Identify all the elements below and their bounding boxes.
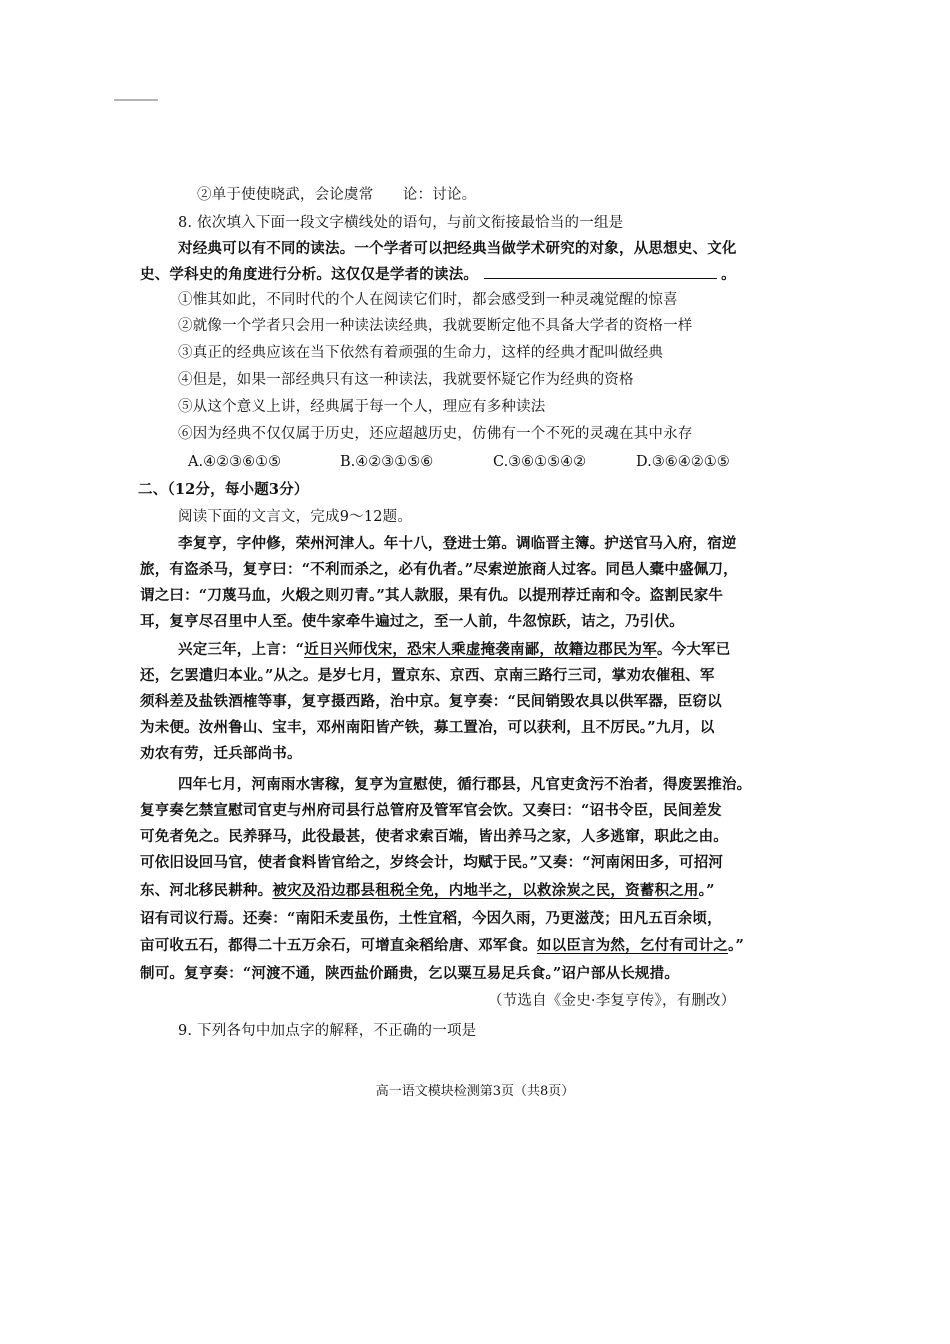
section-2-heading: 二、（12分，每小题3分） [138, 481, 309, 498]
q8-item-2: ②就像一个学者只会用一种读法读经典，我就要断定他不具备大学者的资格一样 [178, 318, 693, 334]
q8-passage-line-2: 史、学科史的角度进行分析。这仅仅是学者的读法。 。 [140, 266, 736, 283]
underlined-sentence-1: 近日兴师伐宋，恐宋人乘虚掩袭南鄙，故籍边郡民为军 [304, 641, 657, 658]
option-b: B.④②③①⑤⑥ [340, 454, 434, 470]
underlined-sentence-3: 如以臣言为然，乞付有司计之 [536, 937, 729, 954]
section-2-instruction: 阅读下面的文言文，完成9～12题。 [178, 509, 413, 525]
q8-item-5: ⑤从这个意义上讲，经典属于每一个人，理应有多种读法 [178, 399, 546, 415]
q8-passage-line-1: 对经典可以有不同的读法。一个学者可以把经典当做学术研究的对象，从思想史、文化 [178, 240, 737, 257]
q7-item-2: ②单于使使晓武，会论虞常 论：讨论。 [197, 187, 477, 203]
passage-p2-line-5: 劝农有劳，迁兵部尚书。 [140, 745, 302, 762]
passage-p1-line-3: 谓之曰：“刀蔑马血，火煅之则刃青。”其人款服，果有仇。以提刑荐迁南和令。盗割民家牛 [140, 587, 724, 604]
underlined-sentence-2: 被灾及沿边郡县租税全免，内地半之，以救涂炭之民，资蓄积之用 [272, 882, 699, 899]
q8-item-3: ③真正的经典应该在当下依然有着顽强的生命力，这样的经典才配叫做经典 [178, 345, 664, 361]
q8-item-4: ④但是，如果一部经典只有这一种读法，我就要怀疑它作为经典的资格 [178, 372, 634, 388]
passage-p3-line-6: 诏有司议行焉。还奏：“南阳禾麦虽伤，土性宜稻，今因久雨，乃更滋茂；田凡五百余顷， [140, 910, 722, 927]
option-c: C.③⑥①⑤④② [493, 454, 587, 470]
passage-p1-line-4: 耳，复亨尽召里中人至。使牛家牵牛遍过之，至一人前，牛忽惊跃，诘之，乃引伏。 [140, 613, 684, 630]
passage-p3-line-8: 制可。复亨奏：“河渡不通，陕西盐价踊贵，乞以粟互易足兵食。”诏户部从长规措。 [140, 965, 680, 982]
passage-p3-line-3: 可免者免之。民养驿马，此役最甚，使者求索百端，皆出养马之家，人多逃窜，职此之由。 [140, 828, 728, 845]
passage-p3-line-2: 复亨奏乞禁宣慰司官吏与州府司县行总管府及管军官会饮。又奏曰：“诏书令臣，民间差发 [140, 802, 722, 819]
passage-p2-line-3: 须科差及盐铁酒榷等事，复亨摄西路，治中京。复亨奏：“民间销毁农具以供军器，臣窃以 [140, 693, 722, 710]
passage-p1-line-2: 旅，有盗杀马，复亨曰：“不利而杀之，必有仇者。”尽索逆旅商人过客。同邑人橐中盛佩刀， [140, 561, 738, 578]
fill-in-blank [484, 264, 717, 279]
q8-item-6: ⑥因为经典不仅仅属于历史，还应超越历史，仿佛有一个不死的灵魂在其中永存 [178, 426, 693, 442]
passage-p3-line-1: 四年七月，河南雨水害稼，复亨为宣慰使，循行郡县，凡官吏贪污不治者，得废罢推治。 [178, 776, 752, 793]
passage-p2-line-2: 还，乞罢遣归本业。”从之。是岁七月，置京东、京西、京南三路行三司，掌劝农催租、军 [140, 667, 715, 684]
q8-stem: 8. 依次填入下面一段文字横线处的语句，与前文衔接最恰当的一组是 [178, 215, 624, 231]
passage-p2-line-4: 为未便。汝州鲁山、宝丰，邓州南阳皆产铁，募工置冶，可以获利，且不厉民。”九月，以 [140, 719, 715, 736]
q8-item-1: ①惟其如此，不同时代的个人在阅读它们时，都会感受到一种灵魂觉醒的惊喜 [178, 292, 678, 308]
passage-p3-line-4: 可依旧设回马官，使者食料皆官给之，岁终会计，均赋于民。”又奏：“河南闲田多，可招河 [140, 854, 724, 871]
page-footer: 高一语文模块检测第3页（共8页） [375, 1084, 575, 1099]
passage-p3-line-5: 东、河北移民耕种。被灾及沿边郡县租税全免，内地半之，以救涂炭之民，资蓄积之用。” [140, 882, 715, 899]
option-a: A.④②③⑥①⑤ [188, 454, 282, 470]
option-d: D.③⑥④②①⑤ [636, 454, 730, 470]
passage-p3-line-7: 亩可收五石，都得二十五万余石，可增直籴稻给唐、邓军食。如以臣言为然，乞付有司计之。” [140, 937, 745, 954]
passage-source: （节选自《金史·李复亨传》，有删改） [488, 993, 736, 1009]
scan-artifact [114, 99, 158, 101]
q9-stem: 9. 下列各句中加点字的解释，不正确的一项是 [178, 1023, 477, 1039]
passage-p2-line-1: 兴定三年，上言：“近日兴师伐宋，恐宋人乘虚掩袭南鄙，故籍边郡民为军。今大军已 [178, 641, 731, 658]
passage-p1-line-1: 李复亨，字仲修，荣州河津人。年十八，登进士第。调临晋主簿。护送官马入府，宿逆 [178, 535, 737, 552]
